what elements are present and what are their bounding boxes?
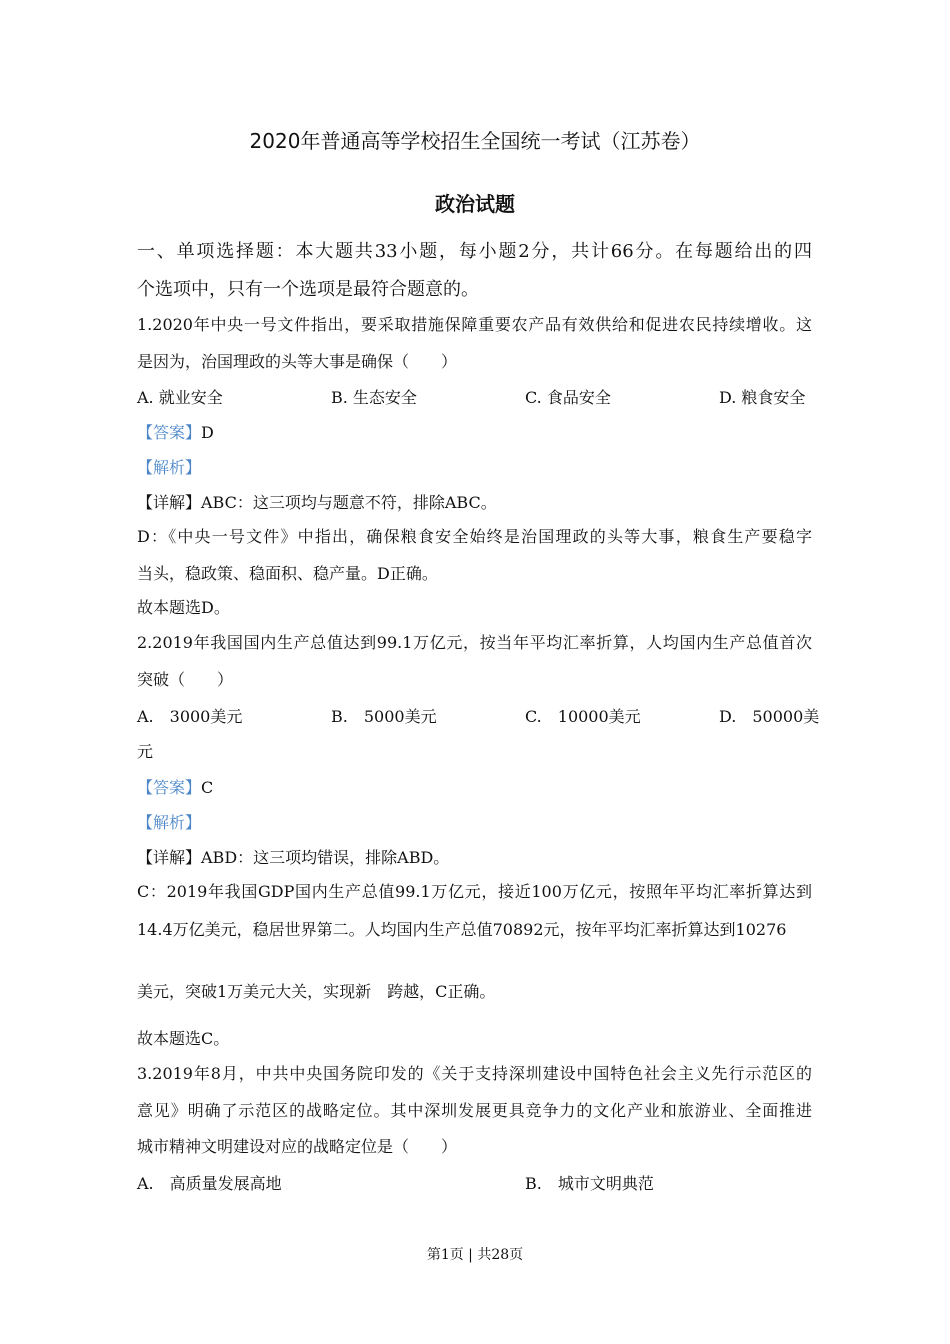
question-1-stem-cont: 是因为，治国理政的头等大事是确保（ ） [137,352,458,371]
question-1-stem: 1.2020年中央一号文件指出，要采取措施保障重要农产品有效供给和促进农民持续增收。这 [137,315,812,334]
q1-option-d: D. 粮食安全 [719,388,806,407]
section-heading-cont: 个选项中，只有一个选项是最符合题意的。 [137,279,479,300]
q3-option-b: B. 城市文明典范 [525,1174,654,1193]
q2-option-d: D. 50000美 [719,707,820,726]
question-2-stem-cont: 突破（ ） [137,670,234,689]
q2-detail: 美元，突破1万美元大关，实现新 跨越，C正确。 [137,982,496,1001]
q1-conclusion: 故本题选D。 [137,598,230,617]
q2-option-d-wrap: 元 [137,742,154,761]
q2-answer [137,777,213,799]
q2-detail: 14.4万亿美元，稳居世界第二。人均国内生产总值70892元，按年平均汇率折算达到10276 [137,920,787,939]
section-heading: 一、单项选择题：本大题共33小题，每小题2分，共计66分。在每题给出的四 [137,241,812,262]
answer-tag: 【答案】 [137,423,202,442]
question-3-stem-cont: 城市精神文明建设对应的战略定位是（ ） [137,1137,458,1156]
q3-option-a: A. 高质量发展高地 [137,1174,282,1193]
q2-conclusion: 故本题选C。 [137,1029,230,1048]
page-footer: 第1页 | 共28页 [426,1247,524,1263]
answer-value: D [201,423,214,442]
q1-analysis-tag: 【解析】 [137,458,202,477]
question-3-stem-cont: 意见》明确了示范区的战略定位。其中深圳发展更具竞争力的文化产业和旅游业、全面推进 [137,1101,812,1120]
question-3-stem: 3.2019年8月，中共中央国务院印发的《关于支持深圳建设中国特色社会主义先行示范区的 [137,1064,812,1083]
document-subtitle: 政治试题 [435,192,515,216]
q2-detail: 【详解】ABD：这三项均错误，排除ABD。 [137,848,450,867]
q1-detail: D：《中央一号文件》中指出，确保粮食安全始终是治国理政的头等大事，粮食生产要稳字 [137,527,812,546]
q1-detail: 【详解】ABC：这三项均与题意不符，排除ABC。 [137,493,497,512]
question-2-stem: 2.2019年我国国内生产总值达到99.1万亿元，按当年平均汇率折算，人均国内生产总值首次 [137,633,812,652]
q1-detail: 当头，稳政策、稳面积、稳产量。D正确。 [137,564,438,583]
document-title: 2020年普通高等学校招生全国统一考试（江苏卷） [249,129,701,153]
q2-option-a: A. 3000美元 [137,707,243,726]
q1-option-c: C. 食品安全 [525,388,611,407]
q2-detail: C：2019年我国GDP国内生产总值99.1万亿元，接近100万亿元，按照年平均汇率折算达到 [137,882,812,901]
q1-answer [137,422,214,444]
q2-option-b: B. 5000美元 [331,707,437,726]
answer-value: C [201,778,214,797]
answer-tag: 【答案】 [137,778,202,797]
q1-option-a: A. 就业安全 [137,388,223,407]
q1-option-b: B. 生态安全 [331,388,417,407]
q2-option-c: C. 10000美元 [525,707,641,726]
q2-analysis-tag: 【解析】 [137,813,202,832]
